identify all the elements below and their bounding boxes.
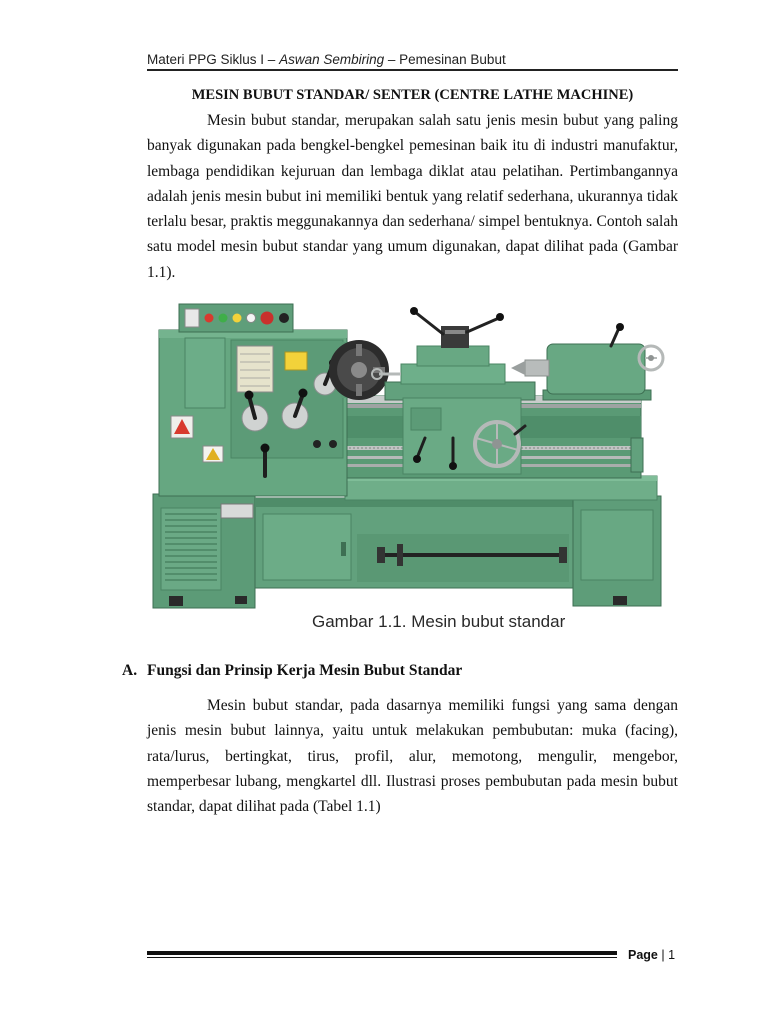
- page-title: MESIN BUBUT STANDAR/ SENTER (CENTRE LATHE MACHINE): [191, 87, 634, 103]
- right-pedestal: [573, 496, 661, 606]
- intro-paragraph: Mesin bubut standar, merupakan salah satu jenis mesin bubut yang paling banyak digunakan pada bengkel-bengkel pemesinan baik itu di industri manufaktur, lembaga pendidikan kejuruan dan lembaga diklat atau pelatihan. Pertimbangannya adalah jenis mesin bubut ini memiliki bentuk yang relatif sederhana, ukurannya tidak terlalu besar, praktis meggunakannya dan sederhana/ simpel bentuknya. Contoh salah satu model mesin bubut standar yang umum digunakan, dapat dilihat pada (Gambar 1.1).: [147, 112, 678, 281]
- header-divider: [147, 69, 678, 71]
- machine-base: [255, 498, 575, 588]
- figure-caption: Gambar 1.1. Mesin bubut standar: [312, 612, 566, 631]
- footer-divider: [147, 951, 617, 955]
- tool-post: [410, 307, 504, 348]
- section-heading: Fungsi dan Prinsip Kerja Mesin Bubut Standar: [147, 662, 463, 679]
- section-paragraph: Mesin bubut standar, pada dasarnya memiliki fungsi yang sama dengan jenis mesin bubut lainnya, yaitu untuk melakukan pembubutan: muka (facing), rata/lurus, bertingkat, tirus, profil, alur, memotong, mengulir, mengebor, memperbesar lubang, mengkartel dll. Ilustrasi proses pembubutan pada mesin bubut standar, dapat dilihat pada (Tabel 1.1): [147, 697, 678, 816]
- running-header: [147, 51, 678, 69]
- header-suffix: – Pemesinan Bubut: [387, 52, 506, 67]
- page-number: [628, 947, 675, 963]
- page-label: Page: [628, 948, 658, 962]
- footer-divider-thin: [147, 957, 617, 958]
- headstock: [159, 330, 347, 496]
- lathe-machine-illustration: [145, 298, 665, 618]
- left-cabinet: [153, 494, 255, 608]
- page-separator: |: [661, 948, 665, 962]
- section-marker: A.: [122, 662, 138, 679]
- header-author: Aswan Sembiring: [279, 52, 385, 67]
- header-prefix: Materi PPG Siklus I –: [147, 52, 276, 67]
- chip-tray: [345, 476, 657, 500]
- compound-rest: [372, 346, 505, 384]
- page-number-value: 1: [668, 948, 676, 962]
- control-panel: [179, 304, 293, 332]
